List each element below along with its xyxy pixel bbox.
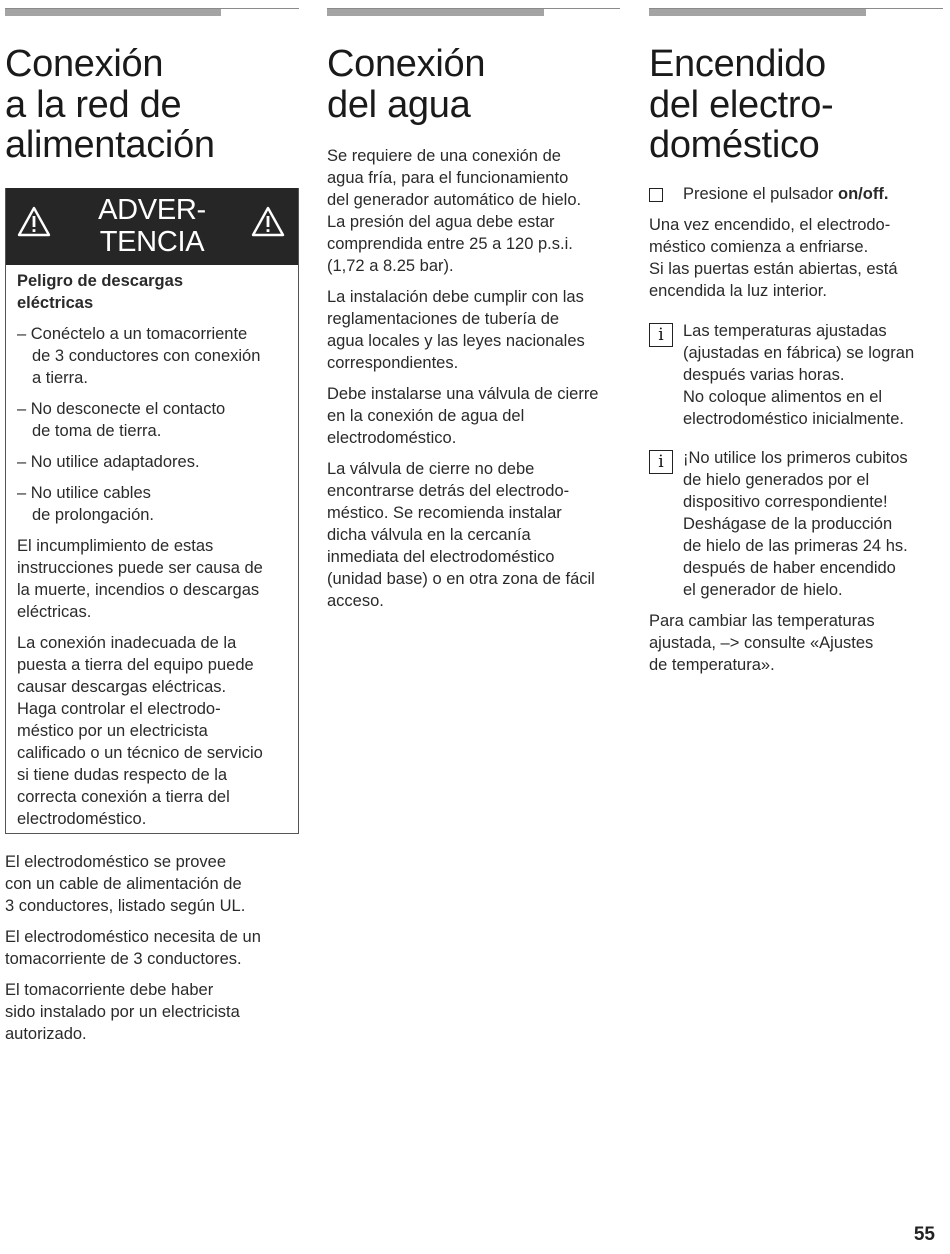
body-paragraph: Se requiere de una conexión de agua fría, para el funcionamiento del generador automático de hielo. La presión del agua debe estar comprendida entre 25 a 120 p.s.i. (1,72 a 8.25 bar). xyxy=(327,147,582,275)
body-paragraph: La instalación debe cumplir con las reglamentaciones de tubería de agua locales y las leyes nacionales correspondientes. xyxy=(327,288,585,372)
instruction-text: Presione el pulsador on/off. xyxy=(683,184,889,203)
body-paragraph: Una vez encendido, el electrodo- méstico comienza a enfriarse. Si las puertas están abiertas, está encendida la luz interior. xyxy=(649,215,898,300)
header-rule xyxy=(327,8,620,17)
warning-title: ADVER- TENCIA xyxy=(98,193,206,258)
info-note xyxy=(649,320,943,430)
body-paragraph: El electrodoméstico se provee con un cable de alimentación de 3 conductores, listado según UL. xyxy=(5,852,246,915)
instruction-step xyxy=(649,183,943,205)
info-text: ¡No utilice los primeros cubitos de hielo generados por el dispositivo correspondiente! Deshágase de la producción de hielo de las primeras 24 hs. después de haber encendido el generador de hielo. xyxy=(683,448,908,599)
warning-bullet: – Conéctelo a un tomacorriente de 3 conductores con conexión a tierra. xyxy=(17,324,261,387)
warning-box xyxy=(5,188,299,834)
info-icon: i xyxy=(649,450,673,474)
section-title-switch-on: Encendido del electro- doméstico xyxy=(649,43,834,166)
body-paragraph: Debe instalarse una válvula de cierre en la conexión de agua del electrodoméstico. xyxy=(327,385,599,447)
warning-triangle-icon xyxy=(17,205,51,239)
column-power-connection xyxy=(5,0,299,1045)
body-paragraph: Para cambiar las temperaturas ajustada, –> consulte «Ajustes de temperatura». xyxy=(649,611,875,674)
warning-paragraph: La conexión inadecuada de la puesta a tierra del equipo puede causar descargas eléctricas. Haga controlar el electrodo- méstico por un electricista calificado o un técnico de servicio si tiene dudas respecto de la correcta conexión a tierra del electrodoméstico. xyxy=(17,633,263,828)
body-paragraph: El tomacorriente debe haber sido instalado por un electricista autorizado. xyxy=(5,980,240,1043)
section-title-power: Conexión a la red de alimentación xyxy=(5,43,215,166)
warning-bullet: – No utilice adaptadores. xyxy=(17,452,200,471)
column-switch-on xyxy=(649,0,943,676)
body-paragraph: El electrodoméstico necesita de un tomacorriente de 3 conductores. xyxy=(5,927,261,968)
warning-header xyxy=(6,188,298,265)
warning-bullet: – No desconecte el contacto de toma de tierra. xyxy=(17,399,226,440)
warning-heading: Peligro de descargas eléctricas xyxy=(17,271,183,312)
header-rule xyxy=(5,8,299,17)
header-rule xyxy=(649,8,943,17)
info-note xyxy=(649,447,943,601)
checkbox-icon xyxy=(649,188,663,202)
body-paragraph: La válvula de cierre no debe encontrarse detrás del electrodo- méstico. Se recomienda instalar dicha válvula en la cercanía inmediata del electrodoméstico (unidad base) o en otra zona de fácil acceso. xyxy=(327,460,595,610)
info-text: Las temperaturas ajustadas (ajustadas en fábrica) se logran después varias horas. No coloque alimentos en el electrodoméstico inicialmente. xyxy=(683,321,915,428)
warning-paragraph: El incumplimiento de estas instrucciones puede ser causa de la muerte, incendios o descargas eléctricas. xyxy=(17,536,263,621)
page-number: 55 xyxy=(913,1224,935,1245)
section-title-water: Conexión del agua xyxy=(327,43,486,126)
warning-triangle-icon xyxy=(251,205,285,239)
warning-bullet: – No utilice cables de prolongación. xyxy=(17,483,155,524)
warning-body xyxy=(6,265,298,833)
column-water-connection xyxy=(327,0,620,612)
info-icon: i xyxy=(649,323,673,347)
